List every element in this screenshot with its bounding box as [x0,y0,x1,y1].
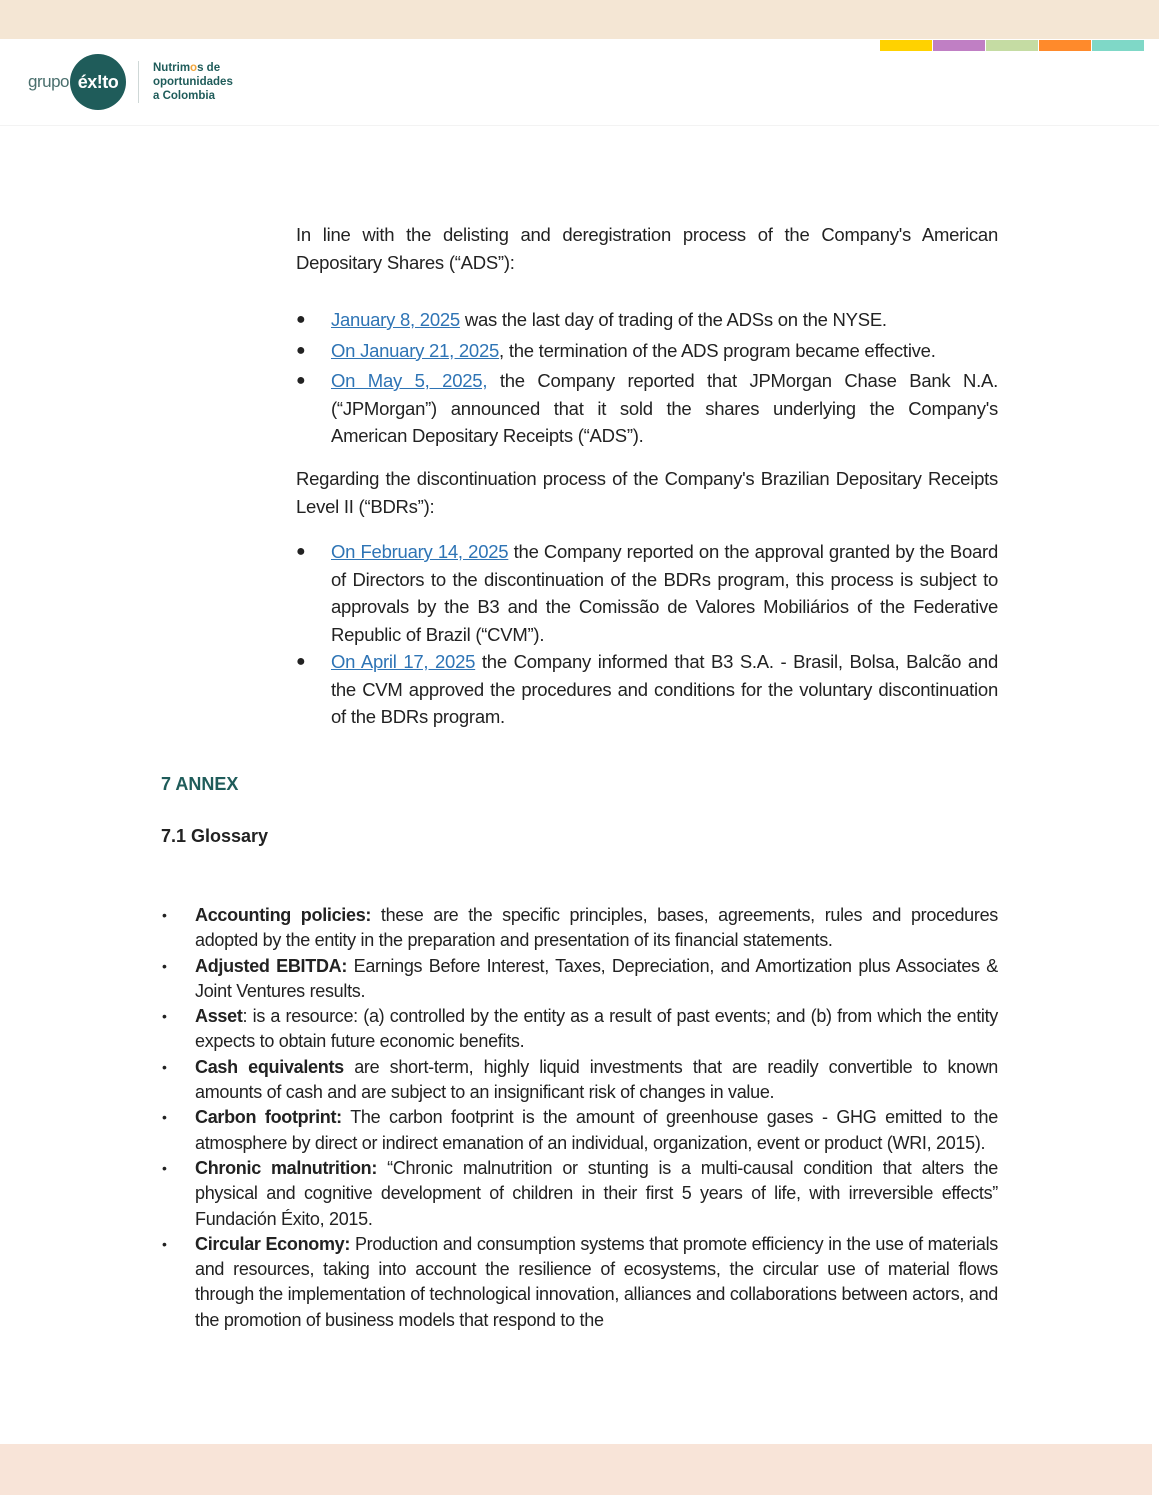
glossary-definition: are short-term, highly liquid investments that are readily convertible to known amounts of cash and are subject to an insignificant risk of changes in value. [195,1056,998,1103]
footer-band [0,1444,1152,1495]
bullet-icon: • [162,1058,167,1075]
list-item [296,367,998,450]
date-link[interactable]: On May 5, 2025, [331,370,488,391]
logo-grupo-text: grupo [28,72,69,91]
tagline-accent-o: o [190,62,198,74]
glossary-definition: “Chronic malnutrition or stunting is a multi-causal condition that alters the physical and cognitive development of children in their first 5 years of life, with irreversible effects” Fundación Éxito, 2015. [195,1157,998,1229]
color-strip-teal [1092,40,1144,51]
glossary-list [160,903,998,1333]
glossary-item [160,1105,998,1156]
item-text: the Company informed that B3 S.A. - Brasil, Bolsa, Balcão and the CVM approved the procedures and conditions for the voluntary discontinuation of the BDRs program. [331,651,998,727]
logo-brand-circle [70,54,126,110]
date-link[interactable]: On February 14, 2025 [331,541,509,562]
glossary-item [160,1156,998,1232]
ads-intro-paragraph: In line with the delisting and deregistration process of the Company's American Depositary Shares (“ADS”): [296,224,998,273]
bullet-icon: ● [296,311,306,328]
bullet-icon: ● [296,341,306,359]
header-top-band [0,0,1159,39]
tagline-line-3: a Colombia [152,90,215,102]
bullet-icon: ● [296,543,306,560]
glossary-item [160,954,998,1005]
item-text: the Company reported on the approval granted by the Board of Directors to the discontinuation of the BDRs program, this process is subject to approvals by the B3 and the Comissão de Valores Mobiliários of the Federative Republic of Brazil (“CVM”). [331,541,999,645]
glossary-term: Carbon footprint: [195,1107,342,1128]
tagline-line-2: oportunidades [152,76,233,88]
logo-tagline [153,61,233,103]
bullet-icon: • [162,957,167,974]
glossary-term: Cash equivalents [195,1056,344,1077]
header-divider [0,125,1159,126]
glossary-definition: Production and consumption systems that promote efficiency in the use of materials and resources, taking into account the resilience of ecosystems, the circular use of material flows through the implementation of technological innovation, alliances and collaborations between actors, and the promotion of business models that respond to the [195,1233,998,1330]
tagline-part: s de [197,62,221,74]
bullet-icon: • [162,1109,167,1126]
glossary-item [160,903,998,954]
date-link[interactable]: On April 17, 2025 [331,651,476,672]
bullet-icon: • [162,1235,167,1252]
color-strip-green [986,40,1038,51]
list-item [296,648,998,731]
bullet-icon: • [162,1159,167,1176]
glossary-definition: Earnings Before Interest, Taxes, Depreciation, and Amortization plus Associates & Joint Ventures results. [195,955,999,1001]
tagline-part: Nutrim [152,62,191,74]
glossary-definition: these are the specific principles, bases, agreements, rules and procedures adopted by the entity in the preparation and presentation of its financial statements. [195,905,999,951]
bdr-event-list [296,538,998,734]
glossary-item [160,1055,998,1106]
list-item [296,538,998,648]
color-strip-yellow [880,40,932,51]
glossary-item [160,1232,998,1333]
bullet-icon: ● [296,653,306,670]
bdr-intro-paragraph: Regarding the discontinuation process of the Company's Brazilian Depositary Receipts Level II (“BDRs”): [296,468,998,517]
glossary-definition: The carbon footprint is the amount of greenhouse gases - GHG emitted to the atmosphere by direct or indirect emanation of an individual, organization, event or product (WRI, 2015). [195,1107,998,1153]
list-item [296,306,998,334]
glossary-term: Circular Economy: [195,1233,351,1254]
item-text: , the termination of the ADS program became effective. [499,339,936,361]
grupo-exito-logo [28,54,233,110]
section-heading-annex: 7 ANNEX [161,774,239,794]
glossary-term: Asset [195,1006,243,1027]
subsection-heading-glossary: 7.1 Glossary [161,826,269,846]
glossary-term: Adjusted EBITDA: [195,955,348,976]
brand-color-strip [880,40,1144,51]
glossary-definition: : is a resource: (a) controlled by the entity as a result of past events; and (b) from which the entity expects to obtain future economic benefits. [195,1006,998,1052]
glossary-term: Accounting policies: [195,905,372,925]
item-text: the Company reported that JPMorgan Chase Bank N.A. (“JPMorgan”) announced that it sold the shares underlying the Company's American Depositary Receipts (“ADS”). [331,370,999,446]
color-strip-purple [933,40,985,51]
logo-separator [138,61,139,103]
bullet-icon: • [162,907,167,923]
list-item [296,337,998,365]
ads-event-list [296,306,998,453]
glossary-term: Chronic malnutrition: [195,1157,378,1178]
logo-brand-text: éx!to [77,71,119,92]
date-link[interactable]: January 8, 2025 [331,309,460,330]
color-strip-orange [1039,40,1091,51]
bullet-icon: ● [296,372,306,389]
glossary-item [160,1004,998,1055]
date-link[interactable]: On January 21, 2025 [331,339,500,361]
bullet-icon: • [162,1008,167,1025]
item-text: was the last day of trading of the ADSs on the NYSE. [459,309,887,330]
